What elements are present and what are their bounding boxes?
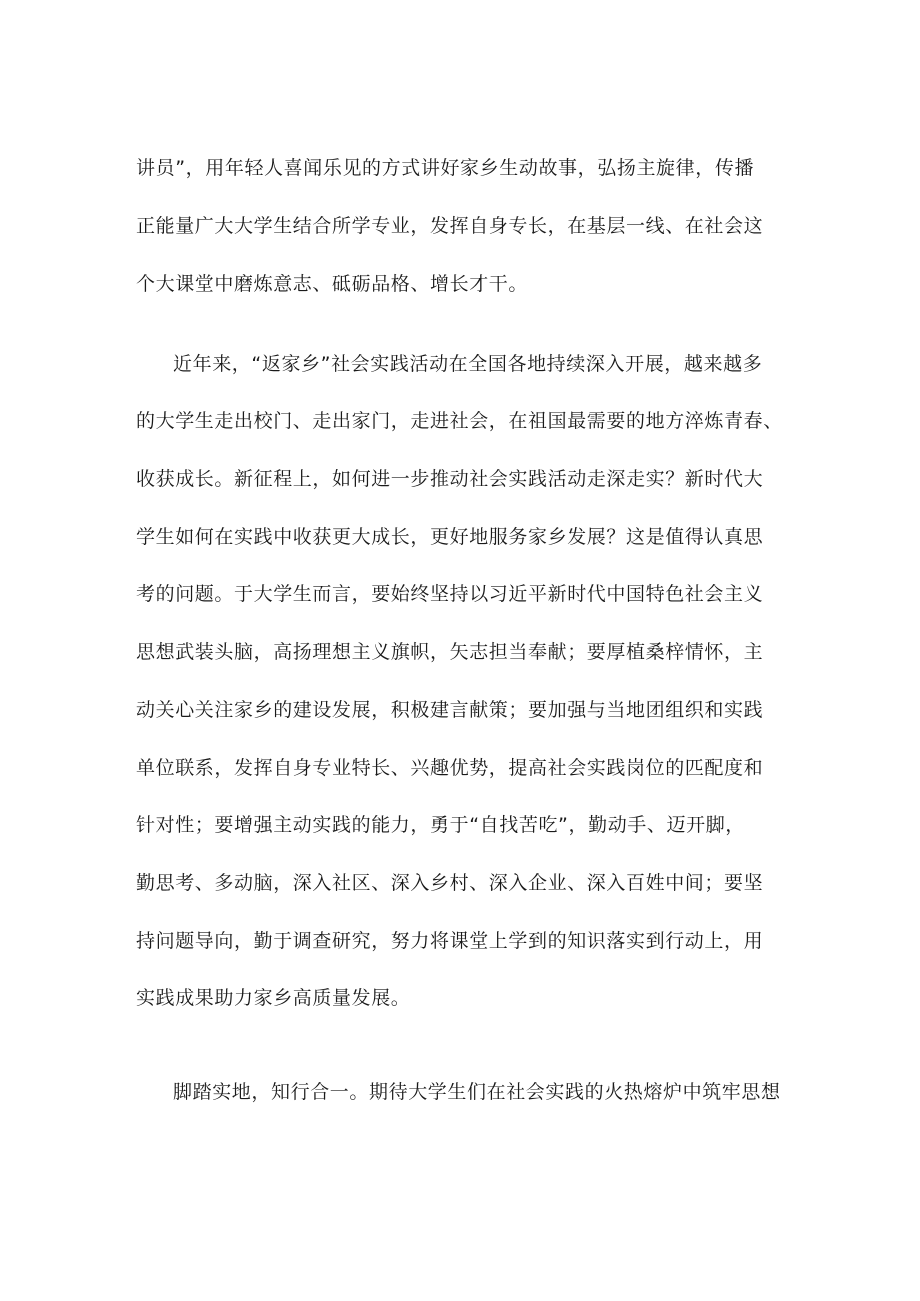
paragraph-2-line-2: 的大学生走出校门、走出家门，走进社会，在祖国最需要的地方淬炼青春、 (136, 410, 783, 432)
paragraph-2-line-12: 实践成果助力家乡高质量发展。 (136, 987, 411, 1009)
paragraph-2-line-8: 单位联系，发挥自身专业特长、兴趣优势，提高社会实践岗位的匹配度和 (136, 757, 764, 779)
paragraph-2-line-6: 思想武装头脑，高扬理想主义旗帜，矢志担当奉献；要厚植桑梓情怀，主 (136, 641, 764, 663)
paragraph-1-line-2: 正能量广大大学生结合所学专业，发挥自身专长，在基层一线、在社会这 (136, 215, 764, 237)
paragraph-2-line-10: 勤思考、多动脑，深入社区、深入乡村、深入企业、深入百姓中间；要坚 (136, 872, 764, 894)
paragraph-2-line-11: 持问题导向，勤于调查研究，努力将课堂上学到的知识落实到行动上，用 (136, 930, 764, 952)
paragraph-2-line-3: 收获成长。新征程上，如何进一步推动社会实践活动走深走实？新时代大 (136, 468, 764, 490)
paragraph-3-line-1: 脚踏实地，知行合一。期待大学生们在社会实践的火热熔炉中筑牢思想 (173, 1081, 781, 1103)
paragraph-1-line-1: 讲员”，用年轻人喜闻乐见的方式讲好家乡生动故事，弘扬主旋律，传播 (136, 157, 755, 179)
paragraph-2-line-1: 近年来，“返家乡”社会实践活动在全国各地持续深入开展，越来越多 (173, 353, 763, 375)
paragraph-2-line-9: 针对性；要增强主动实践的能力，勇于“自找苦吃”，勤动手、迈开脚， (136, 814, 745, 836)
paragraph-2-line-7: 动关心关注家乡的建设发展，积极建言献策；要加强与当地团组织和实践 (136, 699, 764, 721)
paragraph-2-line-4: 学生如何在实践中收获更大成长，更好地服务家乡发展？这是值得认真思 (136, 526, 764, 548)
paragraph-2-line-5: 考的问题。于大学生而言，要始终坚持以习近平新时代中国特色社会主义 (136, 583, 764, 605)
paragraph-1-line-3: 个大课堂中磨炼意志、砥砺品格、增长才干。 (136, 273, 529, 295)
